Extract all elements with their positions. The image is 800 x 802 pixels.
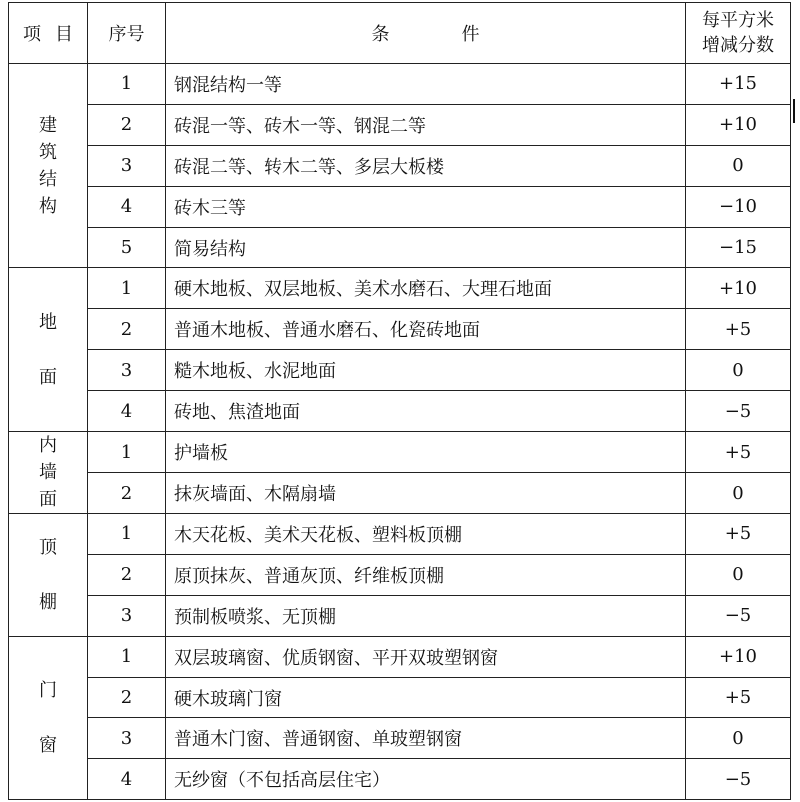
row-number: 5 bbox=[88, 227, 166, 268]
condition-cell: 砖混一等、砖木一等、钢混二等 bbox=[166, 104, 686, 145]
table-row bbox=[9, 514, 791, 555]
header-item-label: 项目 bbox=[23, 24, 87, 45]
condition-cell: 简易结构 bbox=[166, 227, 686, 268]
row-number: 2 bbox=[88, 473, 166, 514]
condition-cell: 护墙板 bbox=[166, 432, 686, 473]
score-cell: +10 bbox=[686, 268, 791, 309]
header-score-line2: 增减分数 bbox=[702, 35, 774, 56]
score-cell: +10 bbox=[686, 636, 791, 677]
score-cell: +5 bbox=[686, 309, 791, 350]
header-no bbox=[88, 3, 166, 64]
table-row bbox=[9, 350, 791, 391]
row-number: 2 bbox=[88, 677, 166, 718]
row-number: 3 bbox=[88, 350, 166, 391]
row-number: 3 bbox=[88, 145, 166, 186]
category-cell bbox=[9, 268, 88, 432]
table-row bbox=[9, 473, 791, 514]
condition-cell: 砖地、焦渣地面 bbox=[166, 391, 686, 432]
score-cell: 0 bbox=[686, 145, 791, 186]
header-condition bbox=[166, 3, 686, 64]
scoring-table bbox=[8, 2, 791, 800]
condition-cell: 双层玻璃窗、优质钢窗、平开双玻塑钢窗 bbox=[166, 636, 686, 677]
row-number: 1 bbox=[88, 514, 166, 555]
header-no-label: 序号 bbox=[108, 24, 145, 45]
score-cell: +5 bbox=[686, 432, 791, 473]
header-score-line1: 每平方米 bbox=[702, 10, 774, 31]
condition-cell: 硬木地板、双层地板、美术水磨石、大理石地面 bbox=[166, 268, 686, 309]
table-row bbox=[9, 186, 791, 227]
header-condition-label-b: 件 bbox=[461, 24, 480, 45]
row-number: 1 bbox=[88, 636, 166, 677]
score-cell: −5 bbox=[686, 595, 791, 636]
score-cell: −5 bbox=[686, 391, 791, 432]
category-label: 内 墙 面 bbox=[39, 435, 57, 511]
score-cell: 0 bbox=[686, 554, 791, 595]
score-cell: 0 bbox=[686, 718, 791, 759]
score-cell: −15 bbox=[686, 227, 791, 268]
category-label: 建 筑 结 构 bbox=[39, 114, 57, 217]
category-label: 门 窗 bbox=[39, 679, 57, 756]
score-cell: 0 bbox=[686, 473, 791, 514]
score-cell: 0 bbox=[686, 350, 791, 391]
row-number: 1 bbox=[88, 64, 166, 105]
table-row bbox=[9, 227, 791, 268]
table-row bbox=[9, 309, 791, 350]
table-row bbox=[9, 391, 791, 432]
category-cell bbox=[9, 514, 88, 637]
condition-cell: 普通木门窗、普通钢窗、单玻塑钢窗 bbox=[166, 718, 686, 759]
condition-cell: 糙木地板、水泥地面 bbox=[166, 350, 686, 391]
header-score bbox=[686, 3, 791, 64]
table-row bbox=[9, 432, 791, 473]
condition-cell: 钢混结构一等 bbox=[166, 64, 686, 105]
condition-cell: 硬木玻璃门窗 bbox=[166, 677, 686, 718]
table-row bbox=[9, 145, 791, 186]
condition-cell: 预制板喷浆、无顶棚 bbox=[166, 595, 686, 636]
table-row bbox=[9, 759, 791, 800]
table-row bbox=[9, 595, 791, 636]
edge-mark bbox=[793, 99, 795, 123]
category-cell bbox=[9, 432, 88, 514]
row-number: 4 bbox=[88, 759, 166, 800]
category-cell bbox=[9, 636, 88, 800]
header-row bbox=[9, 3, 791, 64]
condition-cell: 普通木地板、普通水磨石、化瓷砖地面 bbox=[166, 309, 686, 350]
condition-cell: 原顶抹灰、普通灰顶、纤维板顶棚 bbox=[166, 554, 686, 595]
row-number: 4 bbox=[88, 391, 166, 432]
category-label: 顶 棚 bbox=[39, 536, 57, 613]
row-number: 1 bbox=[88, 432, 166, 473]
table-row bbox=[9, 554, 791, 595]
row-number: 2 bbox=[88, 554, 166, 595]
table-row bbox=[9, 718, 791, 759]
row-number: 1 bbox=[88, 268, 166, 309]
header-condition-label-a: 条 bbox=[371, 24, 390, 45]
score-cell: −10 bbox=[686, 186, 791, 227]
condition-cell: 砖木三等 bbox=[166, 186, 686, 227]
table-row bbox=[9, 636, 791, 677]
table-row bbox=[9, 268, 791, 309]
row-number: 3 bbox=[88, 718, 166, 759]
header-item bbox=[9, 3, 88, 64]
condition-cell: 木天花板、美术天花板、塑料板顶棚 bbox=[166, 514, 686, 555]
row-number: 2 bbox=[88, 104, 166, 145]
condition-cell: 砖混二等、转木二等、多层大板楼 bbox=[166, 145, 686, 186]
row-number: 4 bbox=[88, 186, 166, 227]
condition-cell: 无纱窗（不包括高层住宅） bbox=[166, 759, 686, 800]
category-cell bbox=[9, 64, 88, 268]
condition-cell: 抹灰墙面、木隔扇墙 bbox=[166, 473, 686, 514]
row-number: 2 bbox=[88, 309, 166, 350]
table-row bbox=[9, 104, 791, 145]
table-row bbox=[9, 677, 791, 718]
table-row bbox=[9, 64, 791, 105]
score-cell: +5 bbox=[686, 677, 791, 718]
category-label: 地 面 bbox=[39, 311, 57, 388]
score-cell: +10 bbox=[686, 104, 791, 145]
score-cell: +15 bbox=[686, 64, 791, 105]
score-cell: −5 bbox=[686, 759, 791, 800]
score-cell: +5 bbox=[686, 514, 791, 555]
row-number: 3 bbox=[88, 595, 166, 636]
